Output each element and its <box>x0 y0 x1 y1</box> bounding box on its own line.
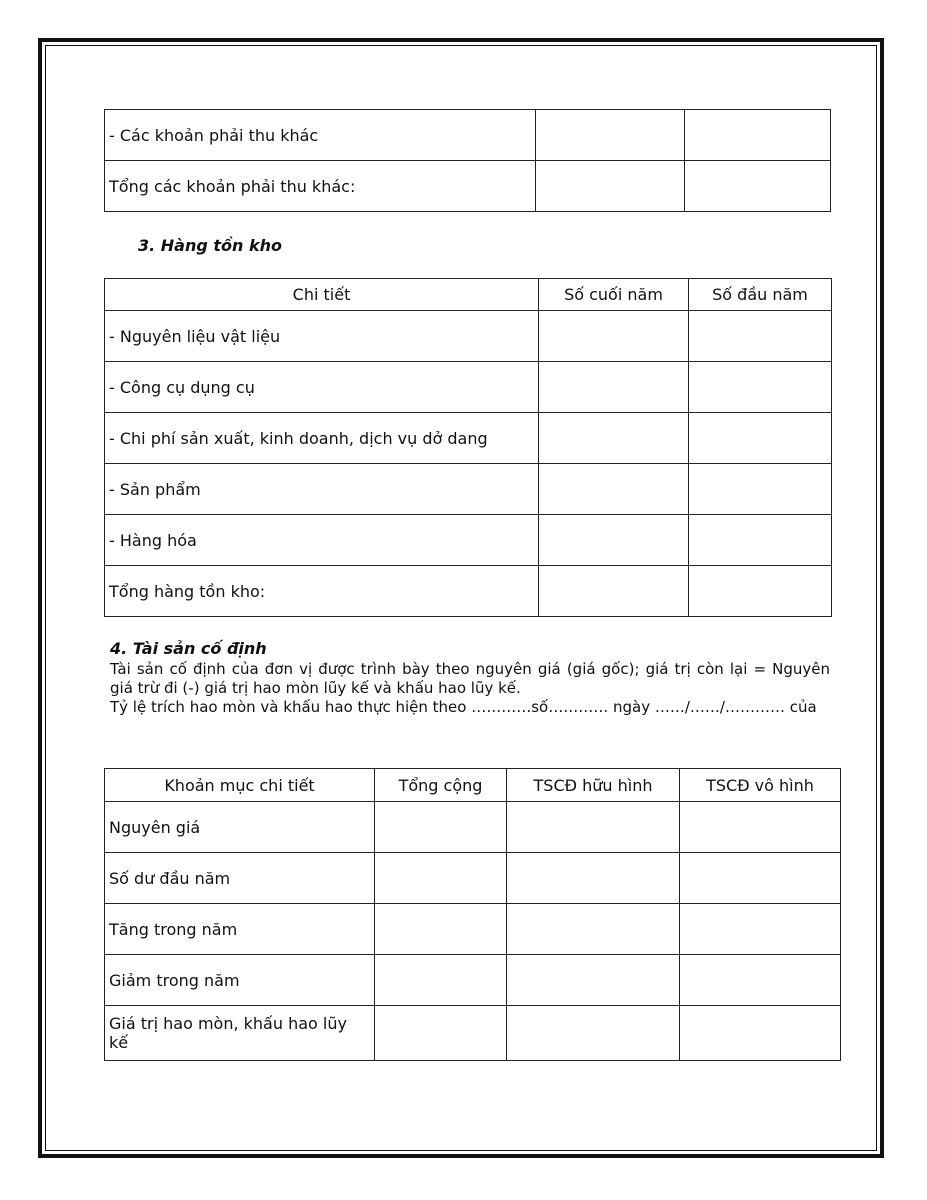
table-row <box>105 110 831 161</box>
fixed-assets-description <box>110 660 830 717</box>
column-header: Tổng cộng <box>375 769 507 802</box>
table-cell[interactable] <box>539 464 689 515</box>
table-cell[interactable] <box>536 161 685 212</box>
row-label: Tổng các khoản phải thu khác: <box>105 161 536 212</box>
table-row <box>105 802 841 853</box>
table-cell[interactable] <box>680 904 841 955</box>
table-cell[interactable] <box>539 566 689 617</box>
table-row <box>105 161 831 212</box>
table-cell[interactable] <box>507 904 680 955</box>
row-label: - Hàng hóa <box>105 515 539 566</box>
table-header-row <box>105 769 841 802</box>
section-heading-inventory: 3. Hàng tồn kho <box>138 236 283 255</box>
table-cell[interactable] <box>689 515 832 566</box>
depreciation-rate-paragraph: Tỷ lệ trích hao mòn và khấu hao thực hiện theo …………số………… ngày ……/……/………… của <box>110 698 817 716</box>
table-cell[interactable] <box>375 955 507 1006</box>
fixed-assets-table <box>104 768 841 1061</box>
table-cell[interactable] <box>375 802 507 853</box>
table-cell[interactable] <box>689 413 832 464</box>
table-cell[interactable] <box>539 311 689 362</box>
table-cell[interactable] <box>507 955 680 1006</box>
table-row <box>105 566 832 617</box>
row-label: - Sản phẩm <box>105 464 539 515</box>
table-row <box>105 311 832 362</box>
row-label: Tăng trong năm <box>105 904 375 955</box>
table-cell[interactable] <box>507 802 680 853</box>
table-cell[interactable] <box>507 1006 680 1061</box>
column-header: Khoản mục chi tiết <box>105 769 375 802</box>
table-row <box>105 1006 841 1061</box>
table-cell[interactable] <box>689 362 832 413</box>
row-label: Giá trị hao mòn, khấu hao lũy kế <box>105 1006 375 1061</box>
column-header: TSCĐ hữu hình <box>507 769 680 802</box>
table-cell[interactable] <box>689 464 832 515</box>
table-cell[interactable] <box>539 362 689 413</box>
table-row <box>105 362 832 413</box>
table-cell[interactable] <box>680 1006 841 1061</box>
inventory-table <box>104 278 832 617</box>
table-cell[interactable] <box>685 110 831 161</box>
table-row <box>105 853 841 904</box>
row-label: Giảm trong năm <box>105 955 375 1006</box>
row-label: Tổng hàng tồn kho: <box>105 566 539 617</box>
table-cell[interactable] <box>689 311 832 362</box>
column-header: TSCĐ vô hình <box>680 769 841 802</box>
table-row <box>105 413 832 464</box>
table-row <box>105 464 832 515</box>
table-row <box>105 955 841 1006</box>
table-cell[interactable] <box>680 853 841 904</box>
table-cell[interactable] <box>689 566 832 617</box>
table-header-row <box>105 279 832 311</box>
table-cell[interactable] <box>539 413 689 464</box>
table-cell[interactable] <box>375 853 507 904</box>
table-cell[interactable] <box>539 515 689 566</box>
section-heading-fixed-assets: 4. Tài sản cố định <box>110 639 267 658</box>
table-row <box>105 904 841 955</box>
row-label: - Công cụ dụng cụ <box>105 362 539 413</box>
receivables-table <box>104 109 831 212</box>
table-cell[interactable] <box>680 802 841 853</box>
table-cell[interactable] <box>680 955 841 1006</box>
table-row <box>105 515 832 566</box>
row-label: Số dư đầu năm <box>105 853 375 904</box>
table-cell[interactable] <box>375 904 507 955</box>
row-label: - Chi phí sản xuất, kinh doanh, dịch vụ dở dang <box>105 413 539 464</box>
table-cell[interactable] <box>507 853 680 904</box>
column-header: Số đầu năm <box>689 279 832 311</box>
table-cell[interactable] <box>536 110 685 161</box>
table-cell[interactable] <box>685 161 831 212</box>
column-header: Số cuối năm <box>539 279 689 311</box>
row-label: - Các khoản phải thu khác <box>105 110 536 161</box>
row-label: Nguyên giá <box>105 802 375 853</box>
row-label: - Nguyên liệu vật liệu <box>105 311 539 362</box>
description-paragraph: Tài sản cố định của đơn vị được trình bày theo nguyên giá (giá gốc); giá trị còn lại = Nguyên giá trừ đi (-) giá trị hao mòn lũy kế và khấu hao lũy kế. <box>110 660 830 697</box>
column-header: Chi tiết <box>105 279 539 311</box>
table-cell[interactable] <box>375 1006 507 1061</box>
